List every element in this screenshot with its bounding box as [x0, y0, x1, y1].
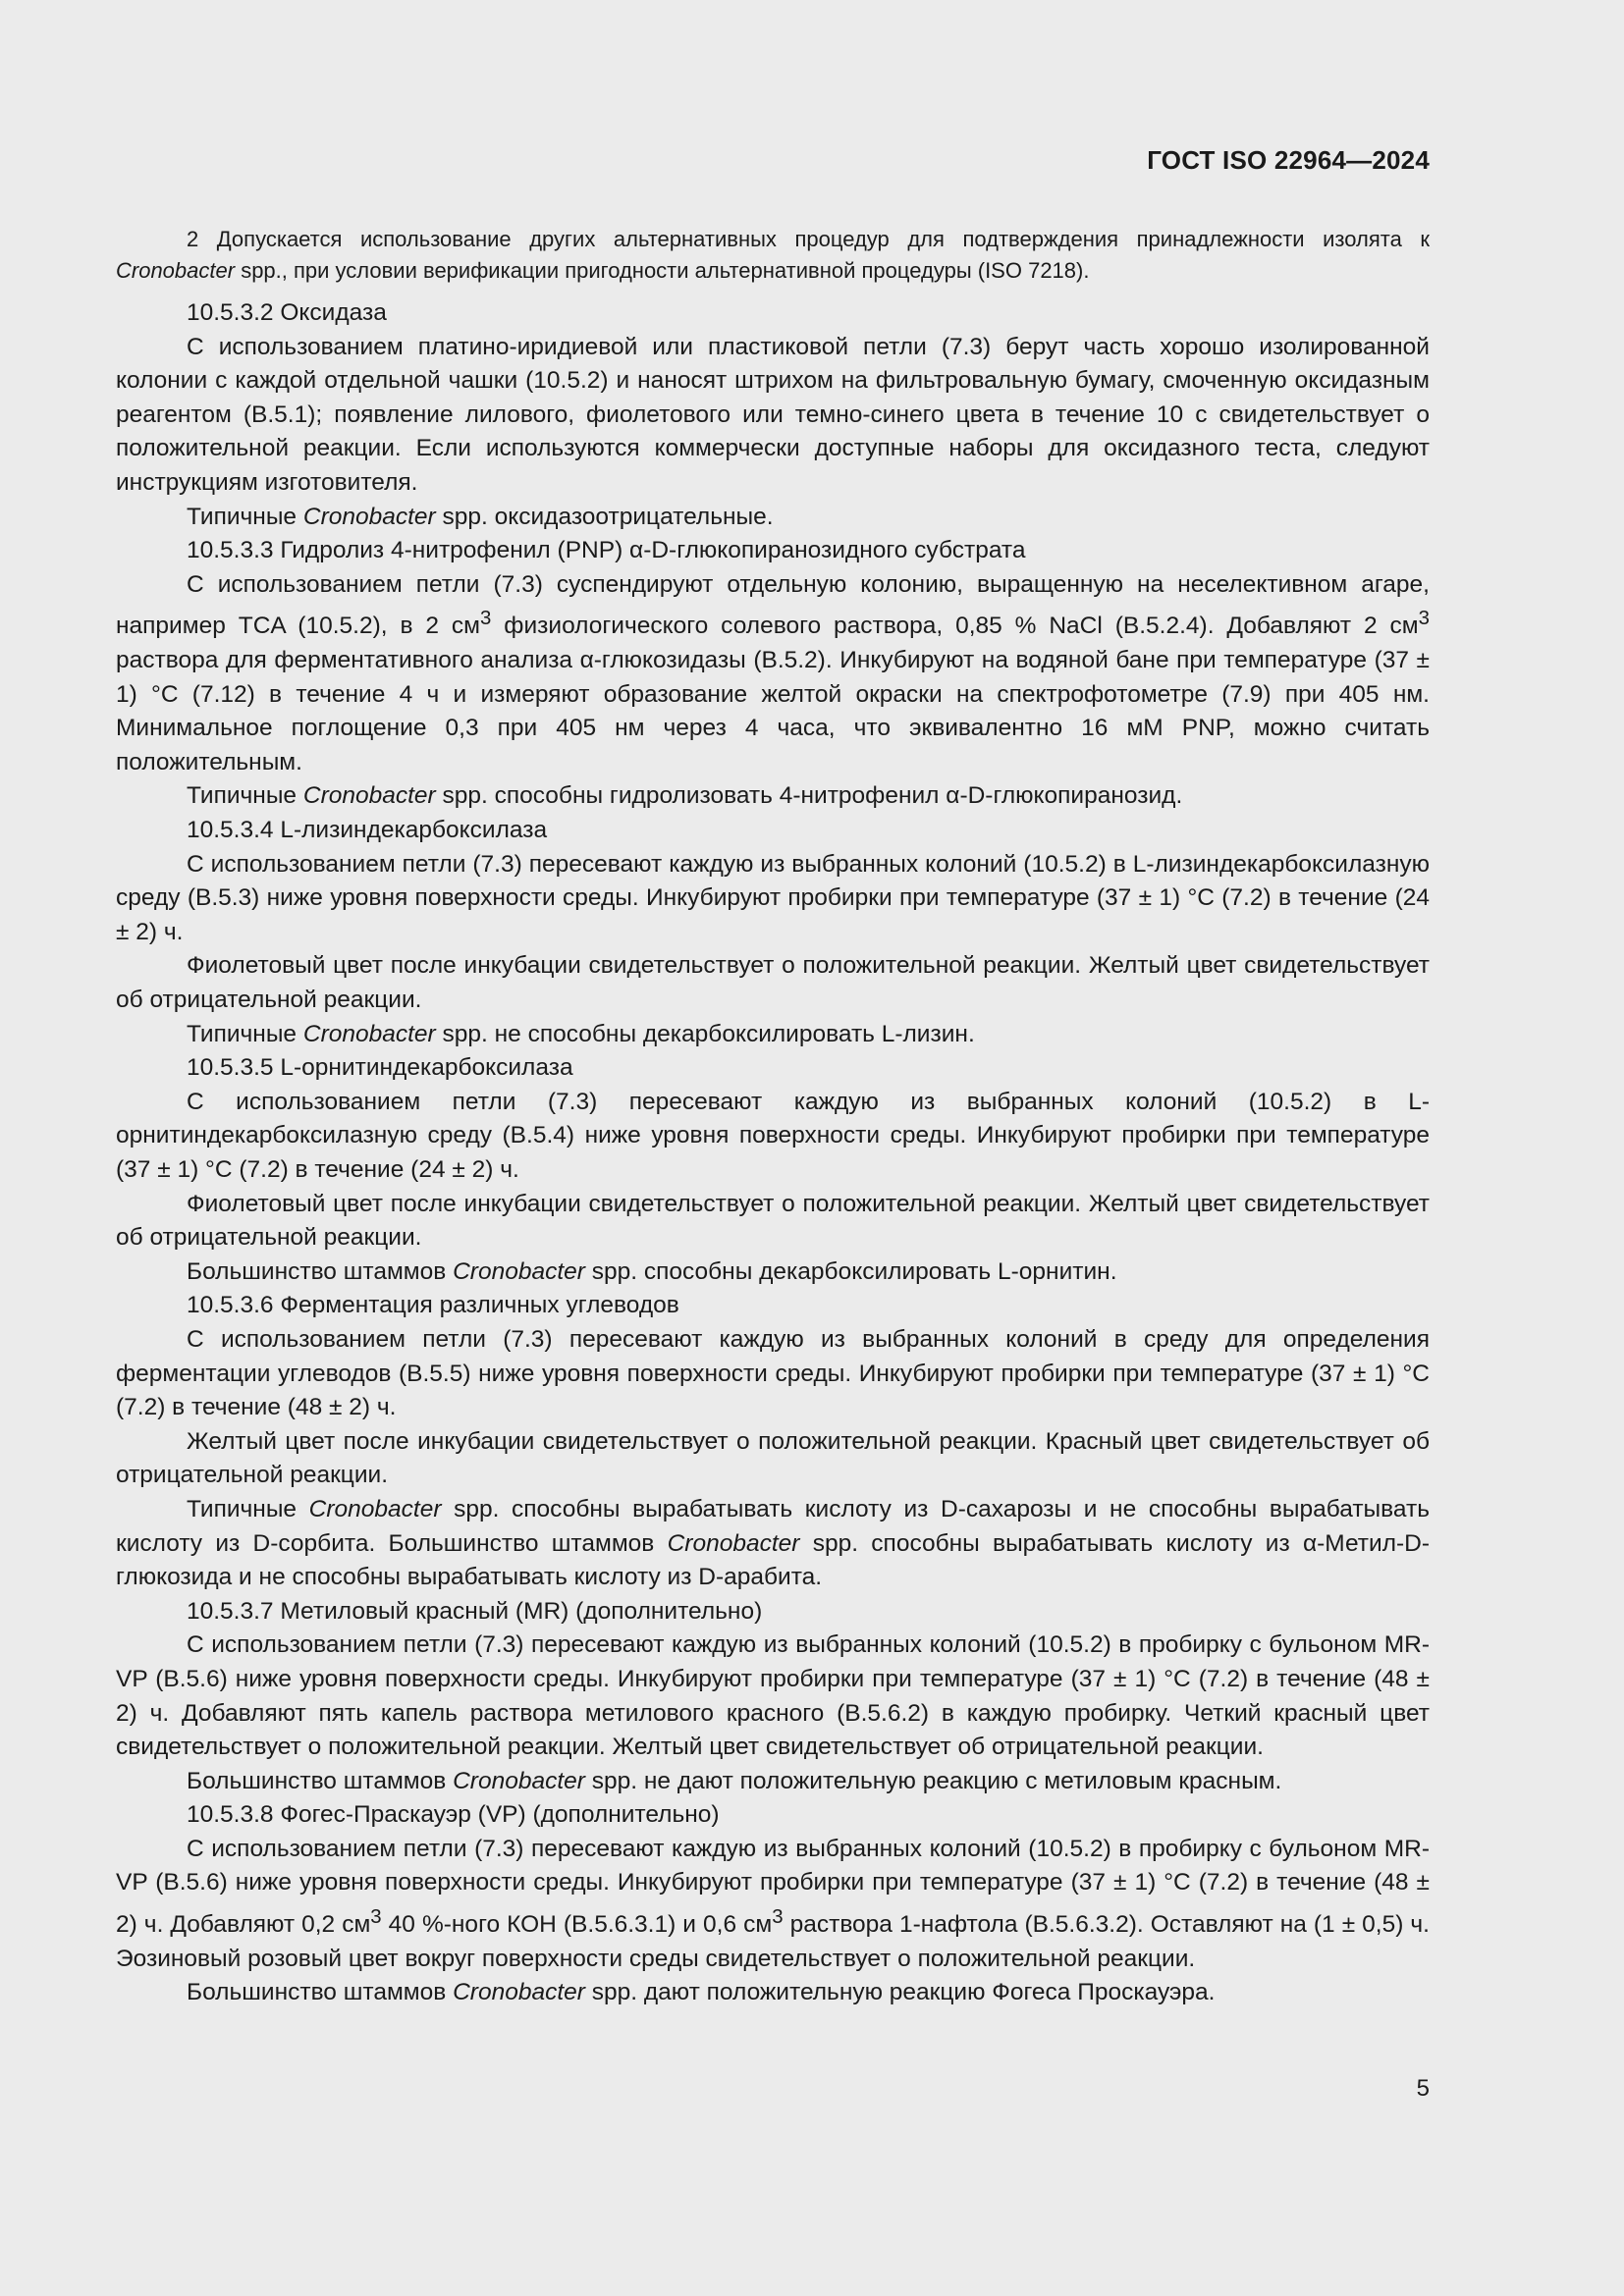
text: spp. способны декарбоксилировать L-орнитин. [584, 1257, 1117, 1285]
paragraph [116, 1976, 1430, 2010]
genus-name: Cronobacter [667, 1529, 800, 1557]
genus-name: Cronobacter [453, 1257, 585, 1285]
text: Большинство штаммов [187, 1767, 454, 1794]
text: раствора для ферментативного анализа α-глюкозидазы (В.5.2). Инкубируют на водяной бане при температуре (37 ± 1) °C (7.12) в течение 4 ч и измеряют образование желтой окраски на спектрофотометре (7.9) при 405 нм. Минимальное поглощение 0,3 при 405 нм через 4 часа, что эквивалентно 16 мМ PNP, можно считать положительным. [116, 647, 1430, 775]
section-heading: 10.5.3.2 Оксидаза [187, 299, 387, 326]
document-body [116, 224, 1430, 2010]
section-heading: 10.5.3.3 Гидролиз 4-нитрофенил (PNP) α-D-глюкопиранозидного субстрата [187, 537, 1026, 564]
page-number: 5 [1416, 2075, 1430, 2102]
text: Типичные [187, 1495, 309, 1522]
superscript: 3 [1418, 608, 1430, 630]
paragraph: С использованием петли (7.3) пересевают каждую из выбранных колоний (10.5.2) в пробирку с бульоном MR-VP (В.5.6) ниже уровня поверхности среды. Инкубируют пробирки при температуре (37 ± 1) °C (7.2) в течение (48 ± 2) ч. Добавляют пять капель раствора метилового красного (В.5.6.2) в каждую пробирку. Четкий красный цвет свидетельствует о положительной реакции. Желтый цвет свидетельствует об отрицательной реакции. [116, 1631, 1430, 1761]
section-heading: 10.5.3.4 L-лизиндекарбоксилаза [187, 817, 548, 844]
text: Типичные [187, 782, 303, 810]
paragraph: Желтый цвет после инкубации свидетельствует о положительной реакции. Красный цвет свидетельствует об отрицательной реакции. [116, 1427, 1430, 1489]
paragraph [116, 501, 1430, 535]
section-heading: 10.5.3.7 Метиловый красный (MR) (дополнительно) [187, 1597, 763, 1625]
text: spp. оксидазоотрицательные. [435, 503, 774, 530]
text: spp. не способны декарбоксилировать L-лизин. [435, 1020, 975, 1047]
text: spp. способны гидролизовать 4-нитрофенил α-D-глюкопиранозид. [435, 782, 1183, 810]
paragraph [116, 1833, 1430, 1977]
text: физиологического солевого раствора, 0,85 % NaCl (В.5.2.4). Добавляют 2 см [491, 613, 1419, 640]
genus-name: Cronobacter [453, 1767, 585, 1794]
note-text: 2 Допускается использование других альтернативных процедур для подтверждения принадлежности изолята к [187, 227, 1430, 251]
superscript: 3 [370, 1906, 382, 1929]
text: spp. не дают положительную реакцию с метиловым красным. [584, 1767, 1282, 1794]
note-2 [116, 224, 1430, 287]
genus-name: Cronobacter [302, 1020, 436, 1047]
paragraph [116, 568, 1430, 780]
paragraph [116, 1255, 1430, 1290]
paragraph [116, 1493, 1430, 1595]
section-heading: 10.5.3.8 Фогес-Праскауэр (VP) (дополнительно) [187, 1801, 720, 1829]
text: С использованием петли (7.3) суспендируют отдельную колонию, выращенную на неселективном агаре, например TCA (10.5.2), в 2 см [116, 570, 1430, 640]
paragraph: С использованием петли (7.3) пересевают каждую из выбранных колоний в среду для определения ферментации углеводов (В.5.5) ниже уровня поверхности среды. Инкубируют пробирки при температуре (37 ± 1) °C (7.2) в течение (48 ± 2) ч. [116, 1325, 1430, 1421]
text: Типичные [187, 1020, 303, 1047]
genus-name: Cronobacter [302, 503, 436, 530]
text: spp. способны вырабатывать кислоту из D-сахарозы и не способны вырабатывать кислоту из D-сорбита. Большинство штаммов [116, 1495, 1430, 1557]
paragraph: С использованием платино-иридиевой или пластиковой петли (7.3) берут часть хорошо изолированной колонии с каждой отдельной чашки (10.5.2) и наносят штрихом на фильтровальную бумагу, смоченную оксидазным реагентом (В.5.1); появление лилового, фиолетового или темно-синего цвета в течение 10 с свидетельствует о положительной реакции. Если используются коммерчески доступные наборы для оксидазного теста, следуют инструкциям изготовителя. [116, 333, 1430, 496]
paragraph: Фиолетовый цвет после инкубации свидетельствует о положительной реакции. Желтый цвет свидетельствует об отрицательной реакции. [116, 1190, 1430, 1252]
text: Большинство штаммов [187, 1979, 454, 2006]
section-heading: 10.5.3.5 L-орнитиндекарбоксилаза [187, 1054, 573, 1082]
paragraph [116, 779, 1430, 814]
paragraph [116, 1018, 1430, 1052]
section-heading: 10.5.3.6 Ферментация различных углеводов [187, 1292, 679, 1319]
superscript: 3 [772, 1906, 784, 1929]
text: spp. дают положительную реакцию Фогеса Проскауэра. [584, 1979, 1216, 2006]
text: раствора 1-нафтола (В.5.6.3.2). Оставляют на (1 ± 0,5) ч. Эозиновый розовый цвет вокруг поверхности среды свидетельствует о положительной реакции. [116, 1911, 1430, 1972]
paragraph: С использованием петли (7.3) пересевают каждую из выбранных колоний (10.5.2) в L-орнитиндекарбоксилазную среду (В.5.4) ниже уровня поверхности среды. Инкубируют пробирки при температуре (37 ± 1) °C (7.2) в течение (24 ± 2) ч. [116, 1088, 1430, 1183]
paragraph [116, 1765, 1430, 1799]
genus-name: Cronobacter [302, 782, 436, 810]
text: Типичные [187, 503, 303, 530]
genus-name: Cronobacter [116, 258, 236, 283]
superscript: 3 [480, 608, 492, 630]
paragraph: Фиолетовый цвет после инкубации свидетельствует о положительной реакции. Желтый цвет свидетельствует об отрицательной реакции. [116, 952, 1430, 1014]
text: spp. способны вырабатывать кислоту из α-Метил-D-глюкозида и не способны вырабатывать кислоту из D-арабита. [116, 1529, 1430, 1591]
document-code: ГОСТ ISO 22964—2024 [1147, 145, 1430, 175]
genus-name: Cronobacter [453, 1979, 585, 2006]
text: Большинство штаммов [187, 1257, 454, 1285]
note-text: spp., при условии верификации пригодности альтернативной процедуры (ISO 7218). [235, 258, 1090, 283]
text: С использованием петли (7.3) пересевают каждую из выбранных колоний (10.5.2) в пробирку с бульоном MR-VP (В.5.6) ниже уровня поверхности среды. Инкубируют пробирки при температуре (37 ± 1) °C (7.2) в течение (48 ± 2) ч. Добавляют 0,2 см [116, 1835, 1430, 1939]
genus-name: Cronobacter [308, 1495, 442, 1522]
text: 40 %-ного КОН (В.5.6.3.1) и 0,6 см [381, 1911, 773, 1939]
paragraph: С использованием петли (7.3) пересевают каждую из выбранных колоний (10.5.2) в L-лизиндекарбоксилазную среду (В.5.3) ниже уровня поверхности среды. Инкубируют пробирки при температуре (37 ± 1) °C (7.2) в течение (24 ± 2) ч. [116, 850, 1430, 945]
